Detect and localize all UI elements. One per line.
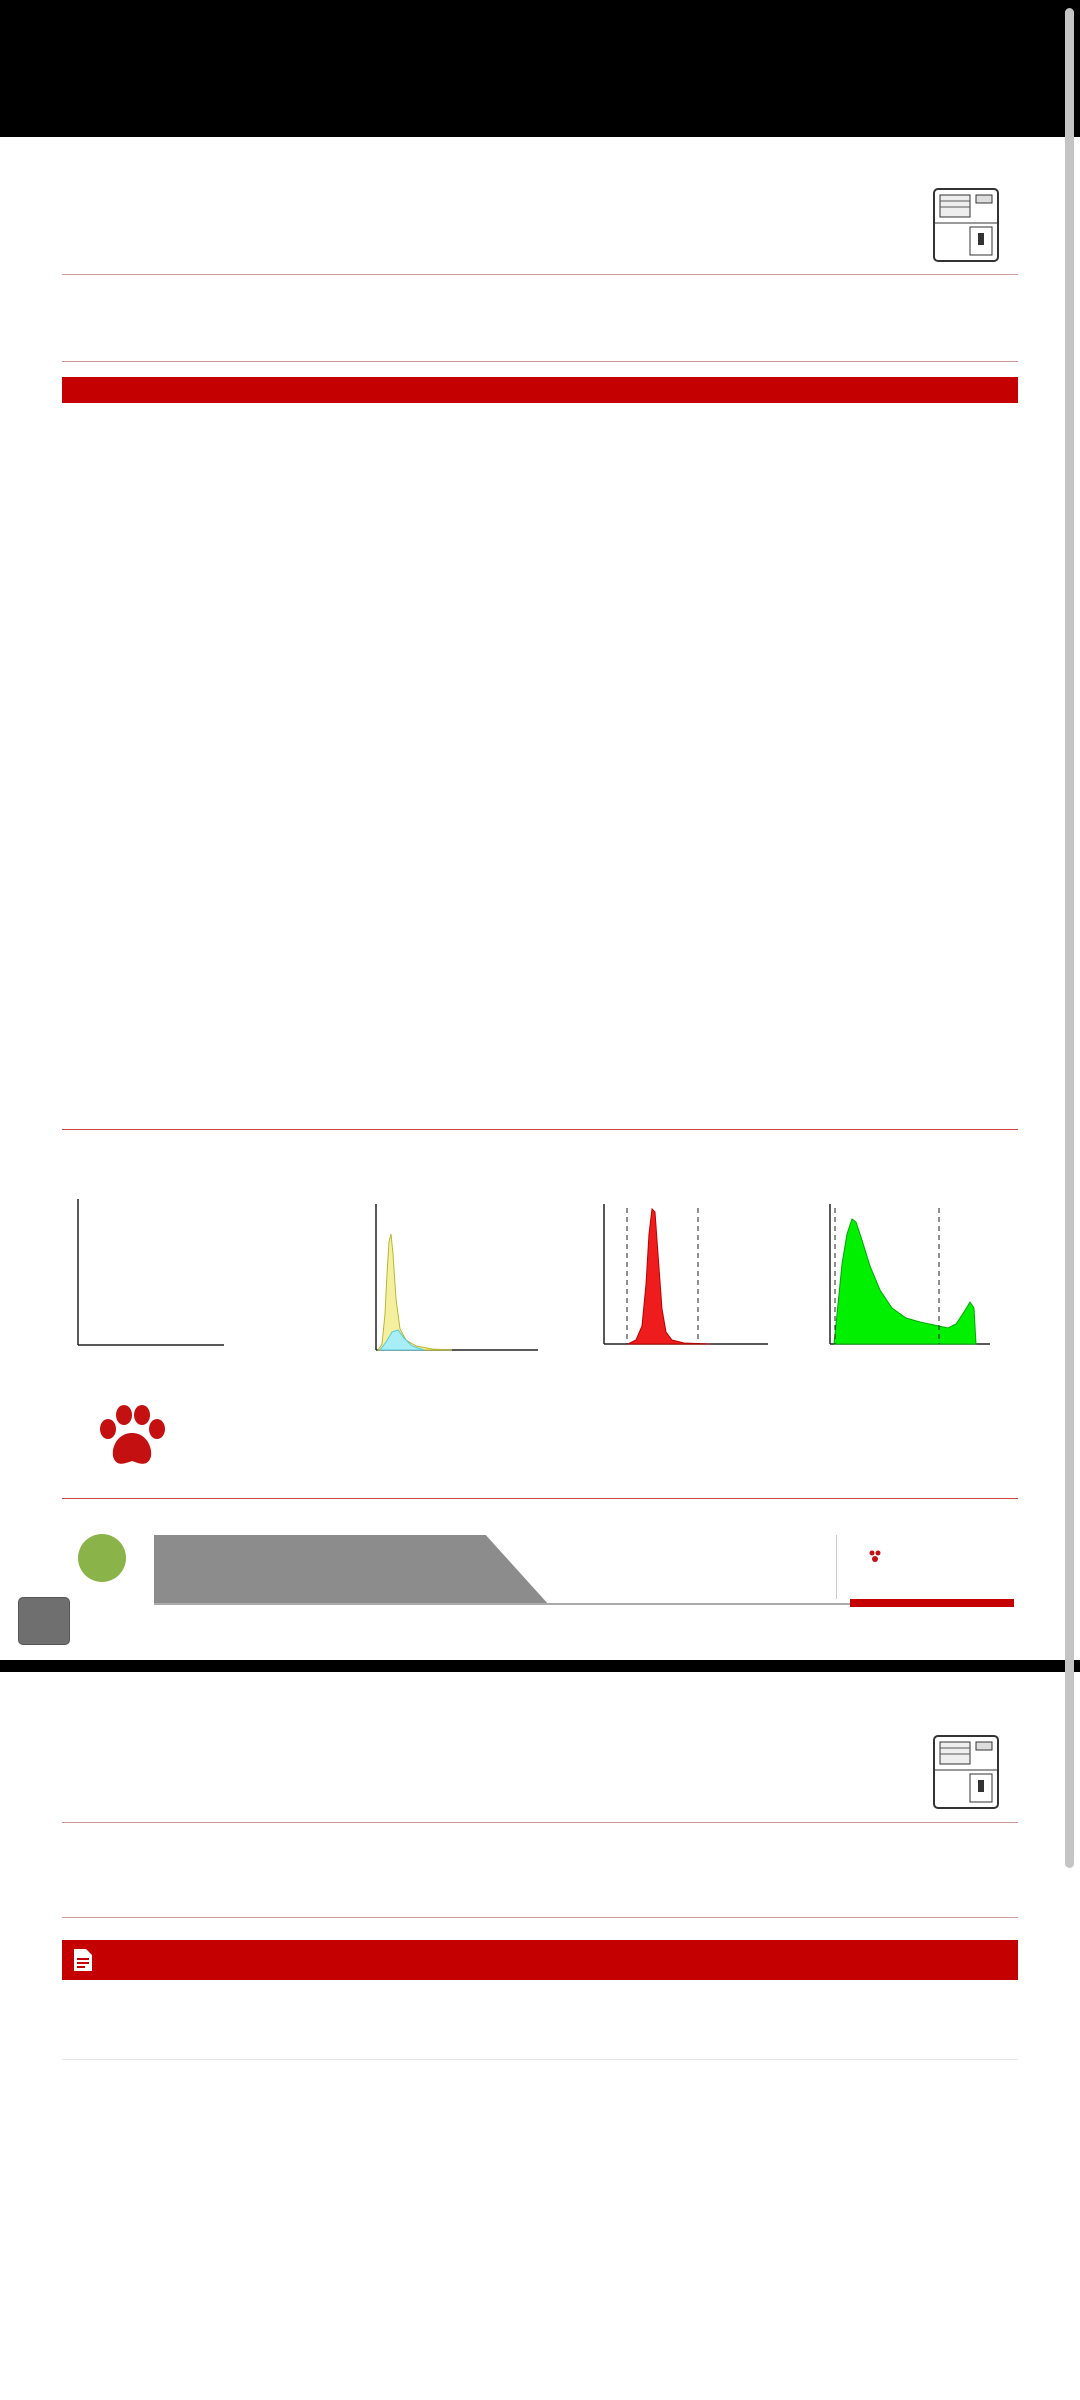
report-page-1 — [0, 137, 1080, 1660]
banner-underline — [154, 1603, 850, 1605]
divider — [62, 1498, 1018, 1499]
viewer-top-bar — [0, 0, 1080, 137]
report-page-2 — [0, 1672, 1080, 2400]
page-number-badge[interactable] — [18, 1597, 70, 1645]
wbc-scattergram — [74, 1199, 224, 1349]
scrollbar[interactable] — [1065, 8, 1074, 1868]
document-icon — [72, 1948, 94, 1972]
wbc-histogram — [372, 1204, 542, 1354]
banner-gray — [154, 1535, 549, 1605]
mindray-mark-icon — [868, 1549, 882, 1563]
paw-icon — [96, 1405, 168, 1469]
analyzer-icon — [930, 1732, 1002, 1812]
patient-info — [62, 1822, 1018, 1918]
hospital-logo — [78, 1534, 126, 1582]
banner-divider — [836, 1535, 837, 1599]
results-table-header — [62, 377, 1018, 403]
wbc-histogram-curve-baso — [378, 1234, 452, 1350]
page-separator — [0, 1660, 1080, 1672]
rbc-histogram — [600, 1204, 772, 1354]
plt-histogram — [826, 1204, 994, 1354]
plt-histogram-curve — [834, 1219, 976, 1344]
divider — [62, 1129, 1018, 1130]
patient-info — [62, 274, 1018, 362]
explain-header — [62, 1940, 1018, 1980]
banner-red-stripe — [850, 1599, 1014, 1607]
analyzer-icon — [930, 185, 1002, 265]
explain-row — [62, 1992, 1018, 2060]
